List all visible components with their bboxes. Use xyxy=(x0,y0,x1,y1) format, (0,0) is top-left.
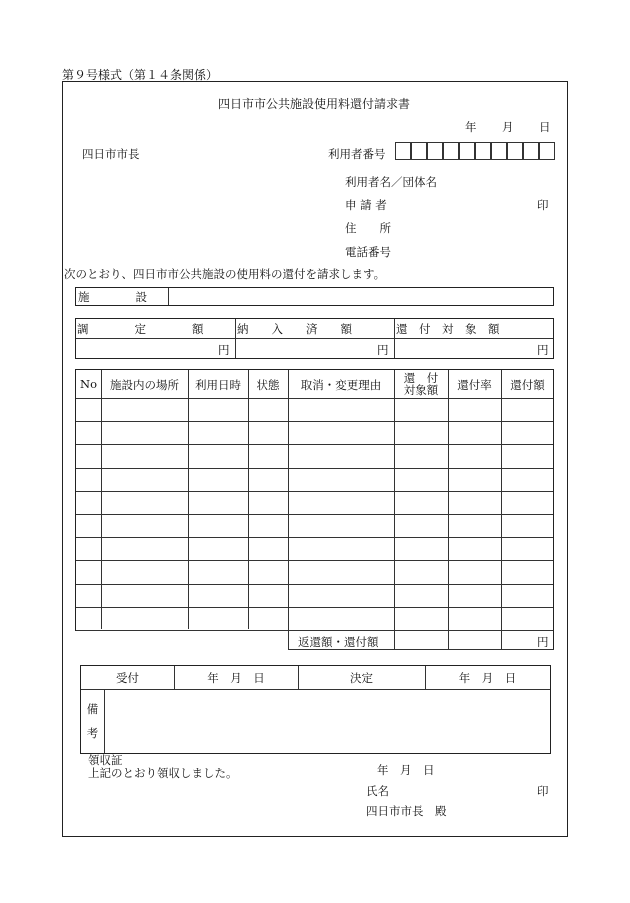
table-row[interactable] xyxy=(76,538,553,559)
table-row[interactable] xyxy=(76,469,553,490)
receipt-text: 上記のとおり領収しました。 xyxy=(88,766,238,780)
user-number-digit-box[interactable] xyxy=(459,142,475,160)
refund-target-unit: 円 xyxy=(537,343,549,357)
total-row-blank xyxy=(74,631,288,653)
addressee: 四日市市長 xyxy=(82,147,140,161)
col-rate-header: 還付率 xyxy=(457,378,492,392)
col-target-header: 還 付 対象額 xyxy=(403,371,439,397)
table-row[interactable] xyxy=(76,399,553,420)
col-refund-header: 還付額 xyxy=(510,378,545,392)
address-label: 住 所 xyxy=(345,221,391,235)
form-title: 四日市市公共施設使用料還付請求書 xyxy=(218,97,411,111)
assessed-amount-header: 調 定 額 xyxy=(77,322,204,336)
paid-amount-header: 納 入 済 額 xyxy=(237,322,352,336)
user-name-label: 利用者名／団体名 xyxy=(345,175,437,189)
table-row[interactable] xyxy=(76,585,553,606)
user-number-digit-box[interactable] xyxy=(427,142,443,160)
user-number-digit-box[interactable] xyxy=(523,142,539,160)
receipt-title: 領収証 xyxy=(88,753,123,767)
table-row[interactable] xyxy=(76,445,553,466)
refund-target-header: 還 付 対 象 額 xyxy=(396,322,500,336)
paid-amount-unit: 円 xyxy=(377,343,389,357)
user-number-digit-box[interactable] xyxy=(475,142,491,160)
decision-label: 決定 xyxy=(350,671,373,685)
applicant-seal: 印 xyxy=(537,198,549,212)
total-unit: 円 xyxy=(537,635,549,649)
col-location-header: 施設内の場所 xyxy=(110,378,179,392)
table-row[interactable] xyxy=(76,515,553,536)
date-month: 月 xyxy=(502,120,514,134)
user-number-digit-box[interactable] xyxy=(539,142,555,160)
received-date: 年 月 日 xyxy=(207,671,265,685)
user-number-label: 利用者番号 xyxy=(328,147,386,161)
col-reason-header: 取消・変更理由 xyxy=(300,378,382,392)
phone-label: 電話番号 xyxy=(345,245,391,259)
table-row[interactable] xyxy=(76,561,553,582)
date-year: 年 xyxy=(465,120,477,134)
assessed-amount-unit: 円 xyxy=(218,343,230,357)
remarks-label: 備 考 xyxy=(86,702,99,740)
col-no-header: No xyxy=(80,377,97,391)
col-datetime-header: 利用日時 xyxy=(195,378,241,392)
receipt-mayor: 四日市市長 殿 xyxy=(366,804,447,818)
total-label: 返還額・還付額 xyxy=(298,635,379,649)
facility-label: 施 設 xyxy=(78,290,147,304)
col-status-header: 状態 xyxy=(256,378,280,392)
request-text: 次のとおり、四日市市公共施設の使用料の還付を請求します。 xyxy=(64,267,386,281)
table-row[interactable] xyxy=(76,422,553,443)
total-row-left-border xyxy=(288,630,289,650)
table-row[interactable] xyxy=(76,608,553,629)
received-label: 受付 xyxy=(116,671,139,685)
date-day: 日 xyxy=(539,120,551,134)
receipt-seal: 印 xyxy=(537,784,549,798)
user-number-digit-box[interactable] xyxy=(443,142,459,160)
user-number-digit-box[interactable] xyxy=(507,142,523,160)
form-number: 第９号様式（第１４条関係） xyxy=(62,68,219,82)
receipt-name-label: 氏名 xyxy=(366,784,389,798)
user-number-digit-box[interactable] xyxy=(491,142,507,160)
receipt-date: 年 月 日 xyxy=(377,763,435,777)
user-number-digit-box[interactable] xyxy=(411,142,427,160)
user-number-digit-box[interactable] xyxy=(395,142,411,160)
decision-date: 年 月 日 xyxy=(458,671,517,685)
table-row[interactable] xyxy=(76,492,553,513)
applicant-label: 申 請 者 xyxy=(345,198,387,212)
